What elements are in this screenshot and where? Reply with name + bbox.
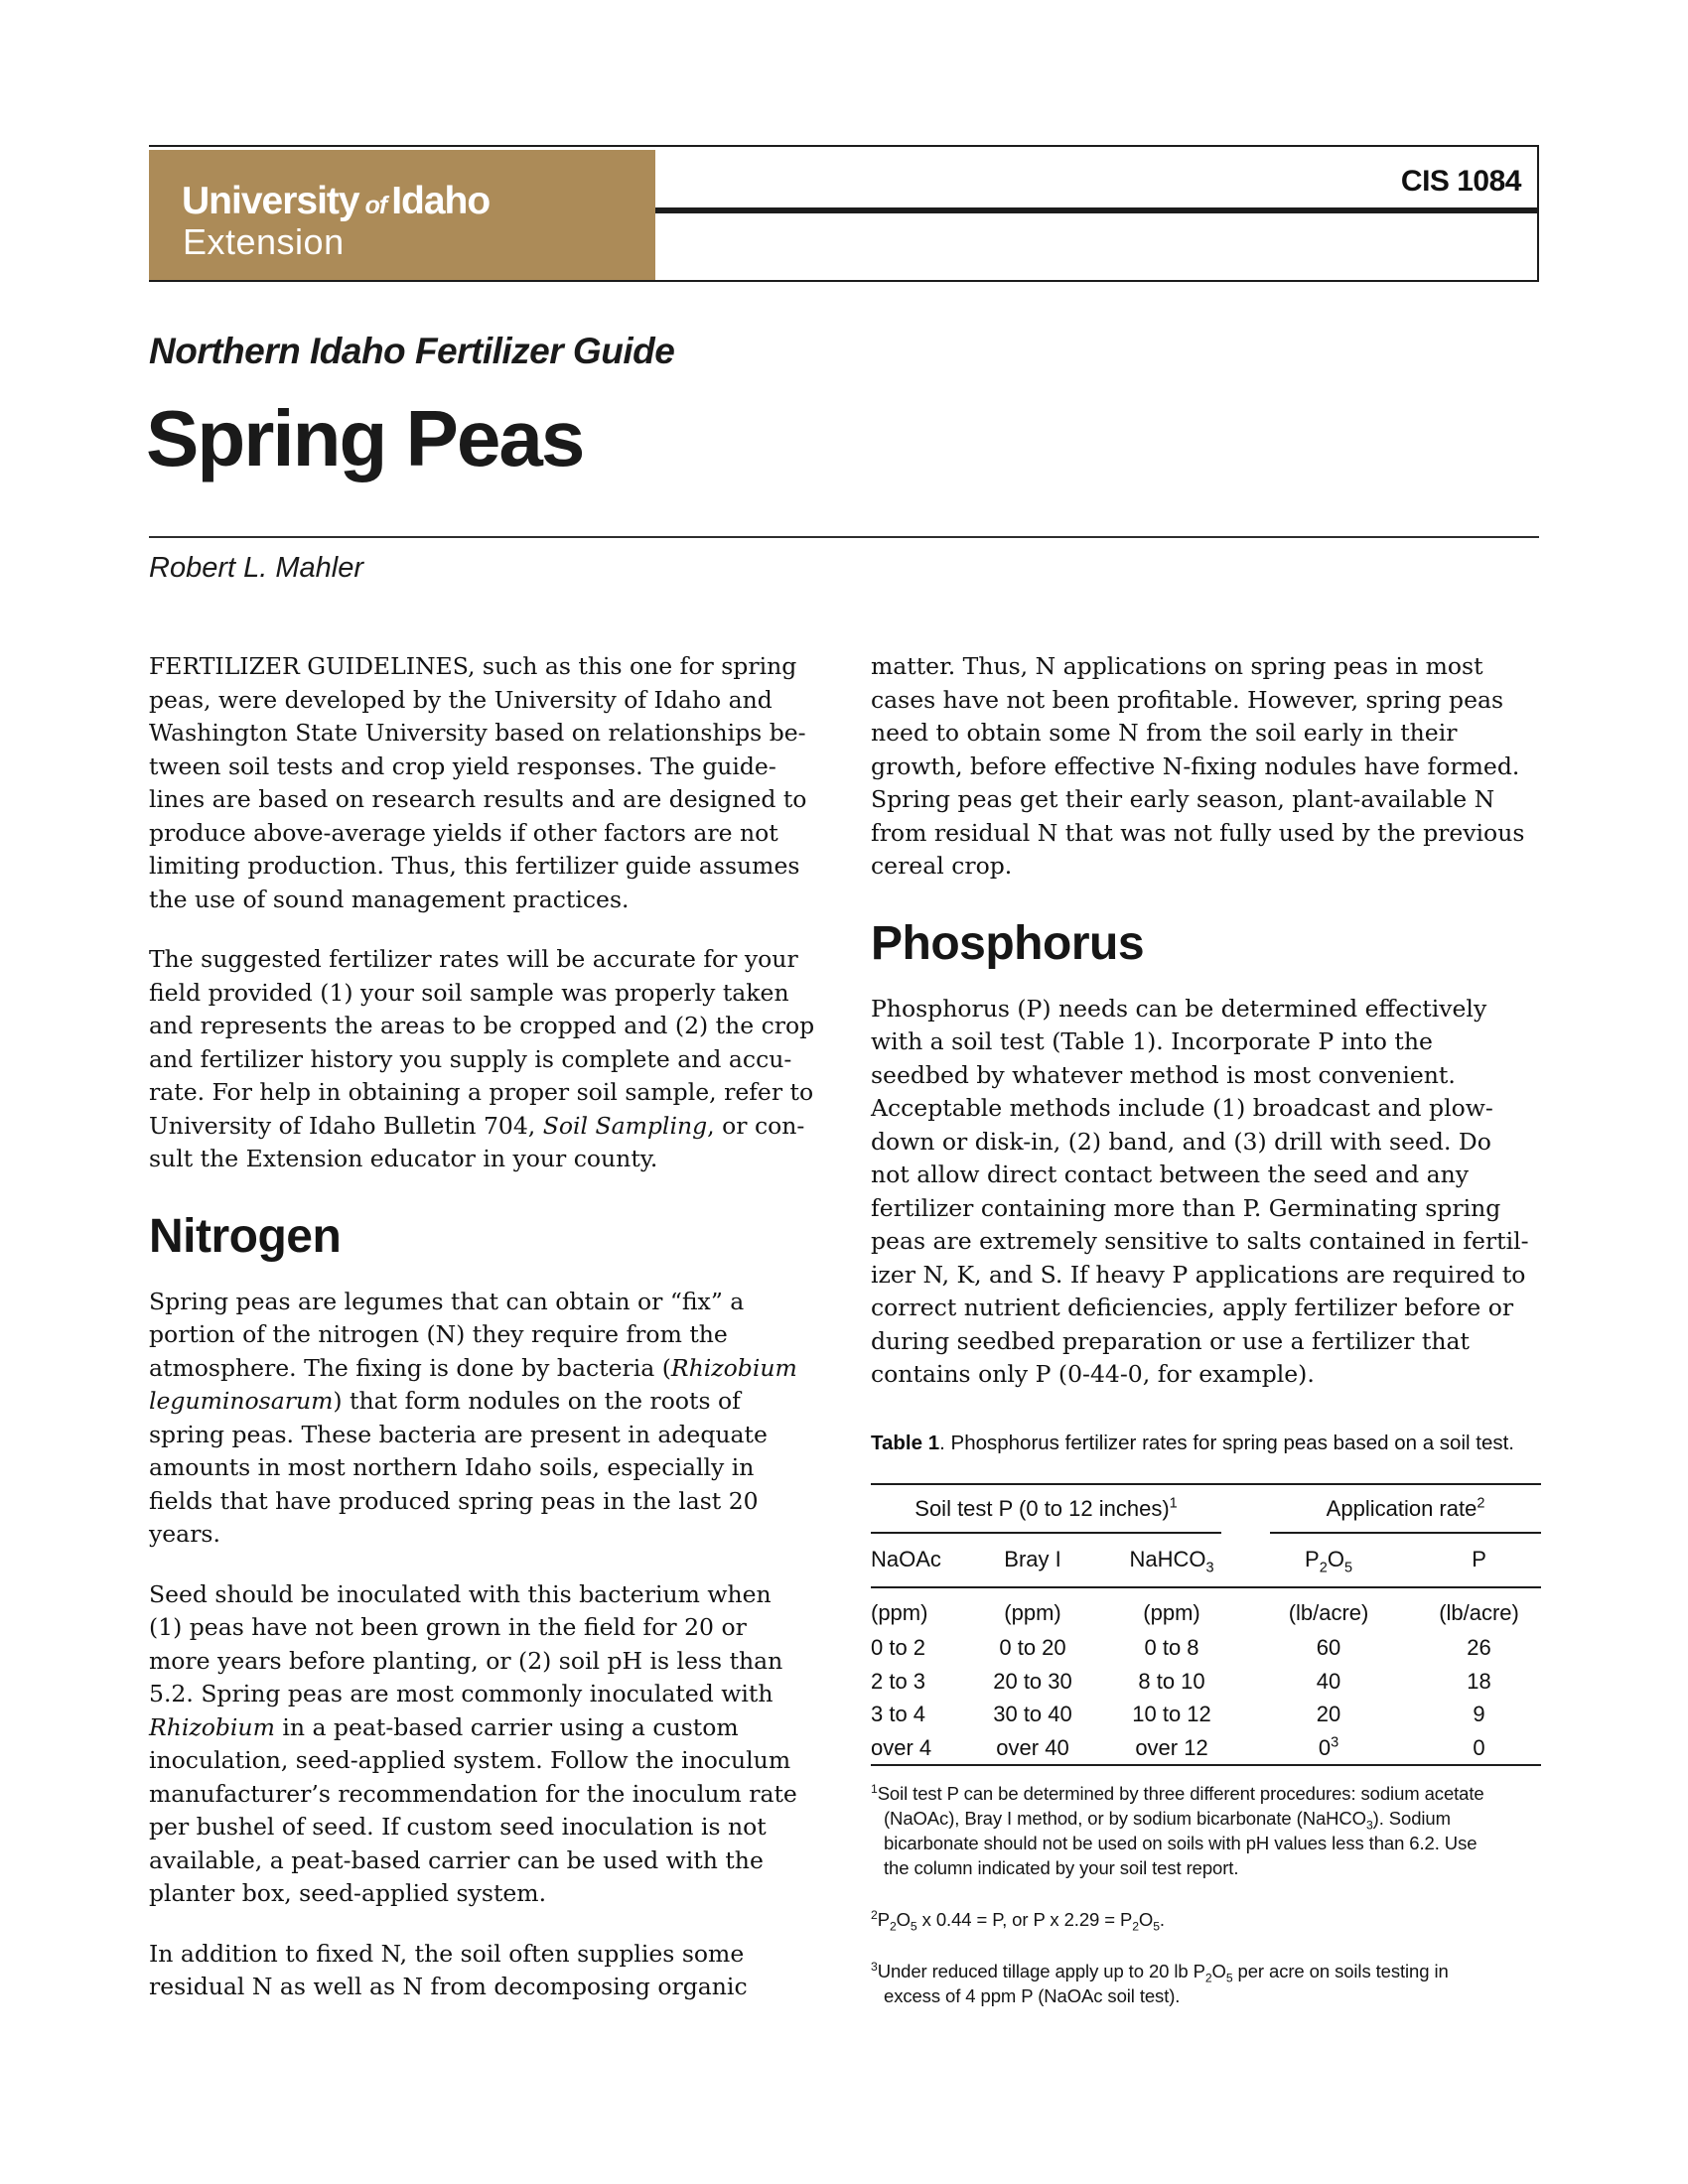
table-cell: over 4 xyxy=(871,1734,932,1760)
footnote-1: $^1$Soil test P can be determined by three different procedures: sodium acetate (NaOAc), Bray I method, or by sodium bicarbonate (NaHCO$_3$). Sodium bicarbonate should not be used on soils with pH values less than 6.2. Use the column indicated by your soil test report. xyxy=(871,1781,1484,1878)
table-caption-label: Table 1 xyxy=(871,1431,940,1454)
table-cell: 26 xyxy=(1467,1635,1491,1660)
group-header-soil-test-label: Soil test P (0 to 12 inches)$^1$ xyxy=(871,1492,1221,1535)
units-cell: (ppm) xyxy=(1004,1599,1061,1625)
table-cell: $0^3$ xyxy=(1318,1734,1339,1760)
table-row xyxy=(871,1731,1541,1766)
footnote-2: $^2P_2O_5$ x 0.44 = P, or P x $2.29 = P_2O_5$. xyxy=(871,1907,1165,1934)
table-cell: 40 xyxy=(1316,1668,1341,1694)
table-cell: over 40 xyxy=(996,1734,1069,1760)
table-units-row xyxy=(871,1587,1541,1632)
logo-word-extension: Extension xyxy=(183,221,345,262)
phosphorus-rate-table xyxy=(871,1483,1541,1767)
table-row xyxy=(871,1665,1541,1699)
paragraph-nitrogen-2: Seed should be inoculated with this bacterium when (1) peas have not been grown in the field for 20 or more years before planting, or (2) soil pH is less than 5.2. Spring peas are most commonly inoculated with Rhizobium in a peat-based carrier using a custom inoculation, seed-applied system. Follow the inoculum manufacturer’s recommendation for the inoculum rate per bushel of seed. If custom seed inoculation is not available, a peat-based carrier can be used with the planter box, seed-applied system. xyxy=(149,1579,797,1907)
table-cell: over 12 xyxy=(1135,1734,1208,1760)
publication-number: CIS 1084 xyxy=(1400,165,1521,198)
author-byline: Robert L. Mahler xyxy=(149,552,363,584)
paragraph-nitrogen-continued: matter. Thus, N applications on spring peas in most cases have not been profitable. However, spring peas need to obtain some N from the soil early in their growth, before effective N-fixing nodules have formed. Spring peas get their early season, plant-available N from residual N that was not fully used by the previous cereal crop. xyxy=(871,652,1525,880)
right-column xyxy=(871,650,1541,2035)
units-cell: (ppm) xyxy=(871,1599,928,1625)
title-rule xyxy=(149,536,1539,538)
logo-word-idaho: Idaho xyxy=(391,180,491,222)
table-cell: 0 xyxy=(1473,1734,1485,1760)
table-column-header-row xyxy=(871,1534,1541,1587)
table-cell: 60 xyxy=(1316,1635,1341,1660)
series-title: Northern Idaho Fertilizer Guide xyxy=(149,331,675,371)
left-column xyxy=(149,650,815,2031)
masthead-divider-rule xyxy=(655,207,1537,213)
page-title: Spring Peas xyxy=(146,394,584,482)
paragraph-phosphorus-1: Phosphorus (P) needs can be determined effectively with a soil test (Table 1). Incorporate P into the seedbed by whatever method is most convenient. Acceptable methods include (1) broadcast and plow- down or disk-in, (2) band, and (3) drill with seed. Do not allow direct contact between the seed and any fertilizer containing more than P. Germinating spring peas are extremely sensitive to salts contained in fertil- izer N, K, and S. If heavy P applications are required to correct nutrient deficiencies, apply fertilizer before or during seedbed preparation or use a fertilizer that contains only P (0-44-0, for example). xyxy=(871,994,1529,1388)
table-cell: 9 xyxy=(1473,1702,1485,1726)
table-cell: 20 to 30 xyxy=(993,1668,1072,1694)
paragraph-nitrogen-1: Spring peas are legumes that can obtain or “fix” a portion of the nitrogen (N) they require from the atmosphere. The fixing is done by bacteria (Rhizobium leguminosarum) that form nodules on the roots of spring peas. These bacteria are present in adequate amounts in most northern Idaho soils, especially in fields that have produced spring peas in the last 20 years. xyxy=(149,1287,797,1548)
table-footnotes xyxy=(871,1781,1541,2008)
table-cell: 20 xyxy=(1316,1702,1341,1726)
units-cell: (ppm) xyxy=(1143,1599,1200,1625)
column-header-p2o5: $P_2O_5$ xyxy=(1240,1534,1417,1587)
table-cell: 3 to 4 xyxy=(871,1702,926,1726)
table-cell: 18 xyxy=(1467,1668,1491,1694)
paragraph-nitrogen-3: In addition to fixed N, the soil often supplies some residual N as well as N from decomposing organic xyxy=(149,1939,748,2000)
table-row xyxy=(871,1631,1541,1665)
table-cell: 30 to 40 xyxy=(993,1702,1072,1726)
table-cell: 10 to 12 xyxy=(1132,1702,1211,1726)
column-header-nahco3: NaHCO$_3$ xyxy=(1103,1534,1240,1587)
table-cell: 8 to 10 xyxy=(1138,1668,1205,1694)
table-cell: 2 to 3 xyxy=(871,1668,926,1694)
table-cell: 0 to 2 xyxy=(871,1635,926,1660)
table-cell: 0 to 20 xyxy=(999,1635,1066,1660)
table-body xyxy=(871,1631,1541,1765)
masthead-box xyxy=(149,145,1539,282)
group-header-soil-test xyxy=(871,1484,1240,1535)
group-header-application-rate xyxy=(1240,1484,1541,1535)
column-header-bray-i: Bray I xyxy=(962,1534,1103,1587)
section-heading-nitrogen: Nitrogen xyxy=(149,1209,342,1263)
logo-word-of: of xyxy=(364,192,387,219)
table-group-header-row xyxy=(871,1484,1541,1535)
phosphorus-table-section xyxy=(871,1430,1541,2009)
units-cell: (lb/acre) xyxy=(1439,1599,1519,1625)
group-header-application-rate-label: Application rate$^2$ xyxy=(1270,1492,1541,1535)
university-brand-band xyxy=(149,150,655,280)
table-cell: 0 to 8 xyxy=(1144,1635,1199,1660)
table-caption xyxy=(871,1430,1541,1456)
column-header-naoac: NaOAc xyxy=(871,1534,962,1587)
column-header-p: P xyxy=(1417,1534,1541,1587)
paragraph-intro-2: The suggested fertilizer rates will be accurate for your field provided (1) your soil sample was properly taken and represents the areas to be cropped and (2) the crop and fertilizer history you supply is complete and accu- rate. For help in obtaining a proper soil sample, refer to University of Idaho Bulletin 704, Soil Sampling, or con- sult the Extension educator in your county. xyxy=(149,945,815,1172)
paragraph-intro-1: FERTILIZER GUIDELINES, such as this one for spring peas, were developed by the University of Idaho and Washington State University based on relationships be- tween soil tests and crop yield responses. The guide- lines are based on research results and are designed to produce above-average yields if other factors are not limiting production. Thus, this fertilizer guide assumes the use of sound management practices. xyxy=(149,652,807,913)
table-row xyxy=(871,1698,1541,1731)
logo-word-university: University xyxy=(182,180,359,222)
table-caption-text: . Phosphorus fertilizer rates for spring peas based on a soil test. xyxy=(939,1431,1514,1454)
footnote-3: $^3$Under reduced tillage apply up to 20 lb $P_2O_5$ per acre on soils testing in excess of 4 ppm P (NaOAc soil test). xyxy=(871,1959,1449,2006)
university-of-idaho-logo xyxy=(182,180,490,223)
units-cell: (lb/acre) xyxy=(1288,1599,1369,1625)
section-heading-phosphorus: Phosphorus xyxy=(871,916,1145,970)
